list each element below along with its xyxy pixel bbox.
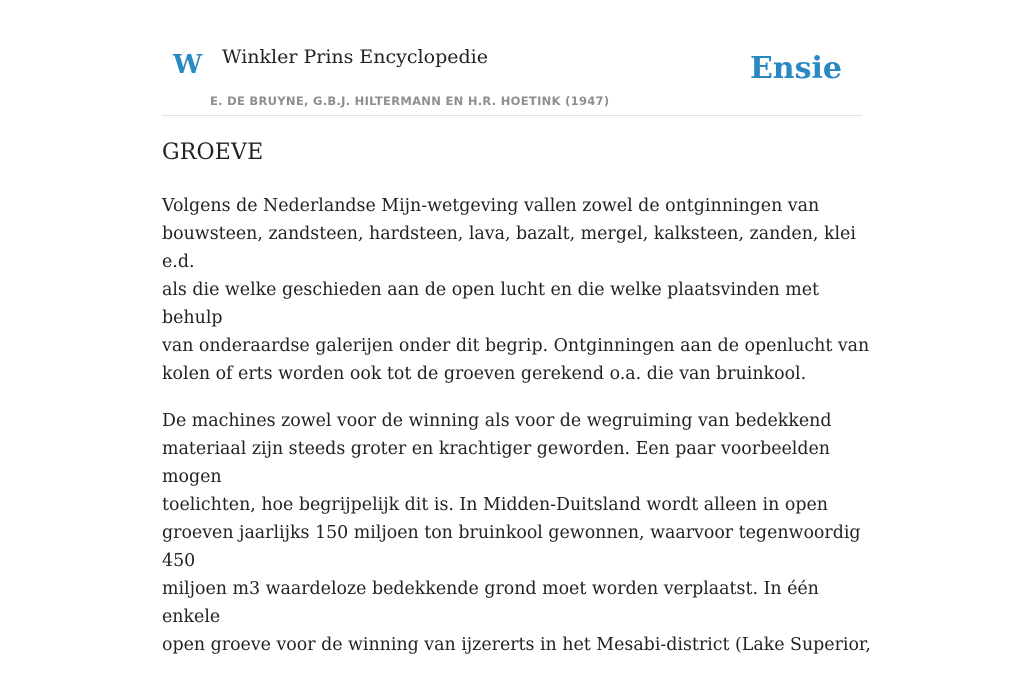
entry-title: GROEVE bbox=[162, 140, 264, 165]
ensie-logo[interactable]: Ensie bbox=[749, 51, 842, 86]
entry-content bbox=[162, 192, 874, 678]
source-title[interactable]: Winkler Prins Encyclopedie bbox=[222, 46, 488, 68]
source-header bbox=[162, 40, 862, 116]
entry-paragraph-1: Volgens de Nederlandse Mijn-wetgeving vallen zowel de ontginningen van bouwsteen, zandsteen, hardsteen, lava, bazalt, mergel, kalksteen, zanden, klei e.d. als die welke geschieden aan de open lucht en die welke plaatsvinden met behulp van onderaardse galerijen onder dit begrip. Ontginningen aan de openlucht van kolen of erts worden ook tot de groeven gerekend o.a. die van bruinkool. bbox=[162, 196, 870, 384]
source-authors: E. DE BRUYNE, G.B.J. HILTERMANN EN H.R. HOETINK (1947) bbox=[210, 94, 610, 108]
source-logo-w[interactable]: W bbox=[173, 50, 203, 80]
entry-paragraph-2: De machines zowel voor de winning als voor de wegruiming van bedekkend materiaal zijn steeds groter en krachtiger geworden. Een paar voorbeelden mogen toelichten, hoe begrijpelijk dit is. In Midden-Duitsland wordt alleen in open groeven jaarlijks 150 miljoen ton bruinkool gewonnen, waarvoor tegenwoordig 450 miljoen m3 waardeloze bedekkende grond moet worden verplaatst. In één enkele open groeve voor de winning van ijzererts in het Mesabi-district (Lake Superior, bbox=[162, 411, 871, 655]
